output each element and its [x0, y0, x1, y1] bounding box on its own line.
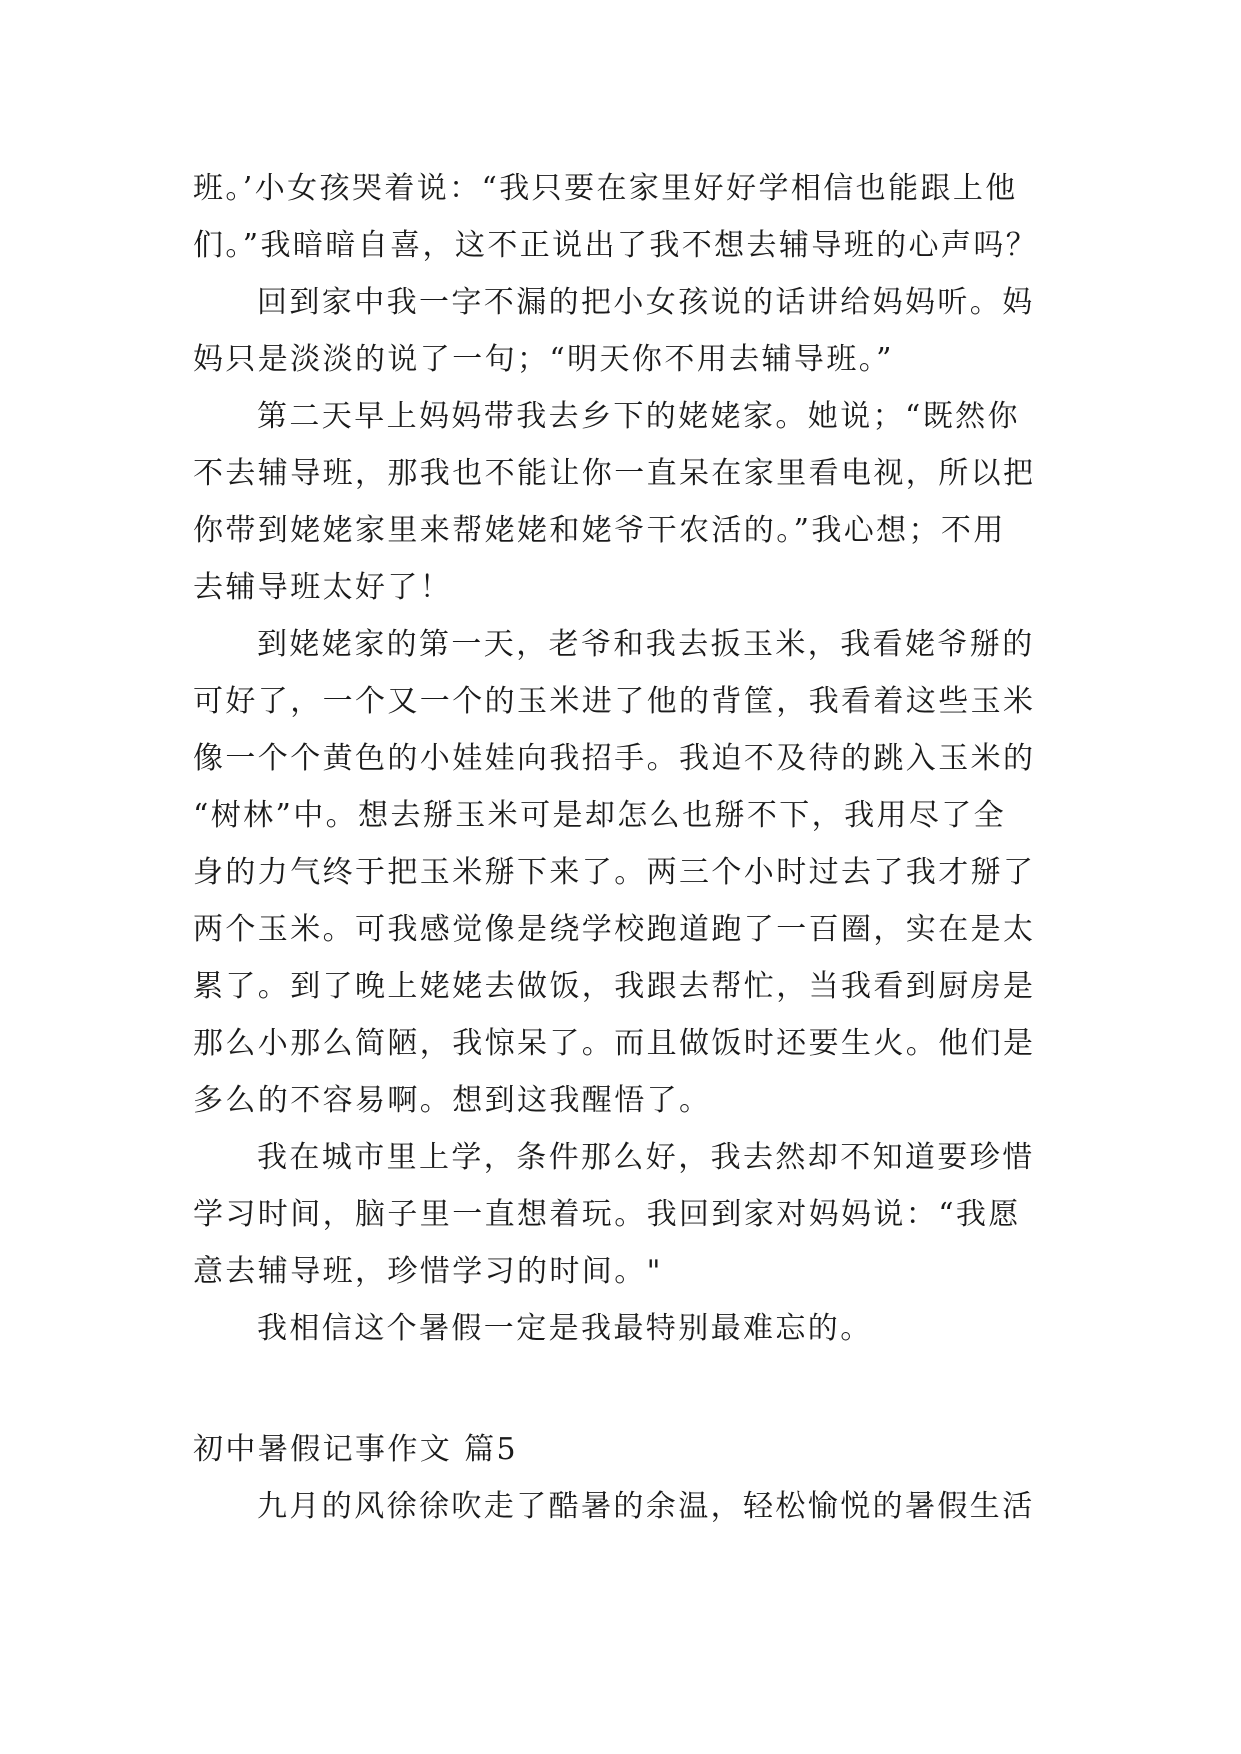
text-line: 你带到姥姥家里来帮姥姥和姥爷干农活的。”我心想；不用	[193, 513, 1006, 548]
text-line: 我相信这个暑假一定是我最特别最难忘的。	[257, 1311, 873, 1346]
text-line: 可好了，一个又一个的玉米进了他的背筐，我看着这些玉米	[193, 684, 1036, 719]
section-gap	[193, 1357, 1053, 1421]
text-line: 妈只是淡淡的说了一句；“明天你不用去辅导班。”	[193, 342, 894, 377]
text-line: 多么的不容易啊。想到这我醒悟了。	[193, 1083, 712, 1118]
text-line: 身的力气终于把玉米掰下来了。两三个小时过去了我才掰了	[193, 855, 1036, 890]
text-line: 我在城市里上学，条件那么好，我去然却不知道要珍惜	[257, 1140, 1035, 1175]
text-line: 累了。到了晚上姥姥去做饭，我跟去帮忙，当我看到厨房是	[193, 969, 1036, 1004]
text-line: 学习时间，脑子里一直想着玩。我回到家对妈妈说：“我愿	[193, 1197, 1021, 1232]
text-line: 像一个个黄色的小娃娃向我招手。我迫不及待的跳入玉米的	[193, 741, 1036, 776]
text-line: 到姥姥家的第一天，老爷和我去扳玉米，我看姥爷掰的	[257, 627, 1035, 662]
text-line: 两个玉米。可我感觉像是绕学校跑道跑了一百圈，实在是太	[193, 912, 1036, 947]
text-line: 不去辅导班，那我也不能让你一直呆在家里看电视，所以把	[193, 456, 1036, 491]
text-line: 第二天早上妈妈带我去乡下的姥姥家。她说；“既然你	[257, 399, 1020, 434]
text-line: “树林”中。想去掰玉米可是却怎么也掰不下，我用尽了全	[193, 798, 1007, 833]
text-line: 九月的风徐徐吹走了酷暑的余温，轻松愉悦的暑假生活	[257, 1489, 1035, 1524]
text-line: 回到家中我一字不漏的把小女孩说的话讲给妈妈听。妈	[257, 285, 1035, 320]
text-line: 意去辅导班，珍惜学习的时间。"	[193, 1254, 663, 1289]
text-line: 班。’小女孩哭着说：“我只要在家里好好学相信也能跟上他	[193, 171, 1018, 206]
text-line: 那么小那么简陋，我惊呆了。而且做饭时还要生火。他们是	[193, 1026, 1036, 1061]
section-heading: 初中暑假记事作文 篇5	[193, 1432, 519, 1467]
text-line: 们。”我暗暗自喜，这不正说出了我不想去辅导班的心声吗？	[193, 228, 1039, 263]
document-body	[193, 160, 1053, 1535]
text-line: 去辅导班太好了！	[193, 570, 453, 605]
